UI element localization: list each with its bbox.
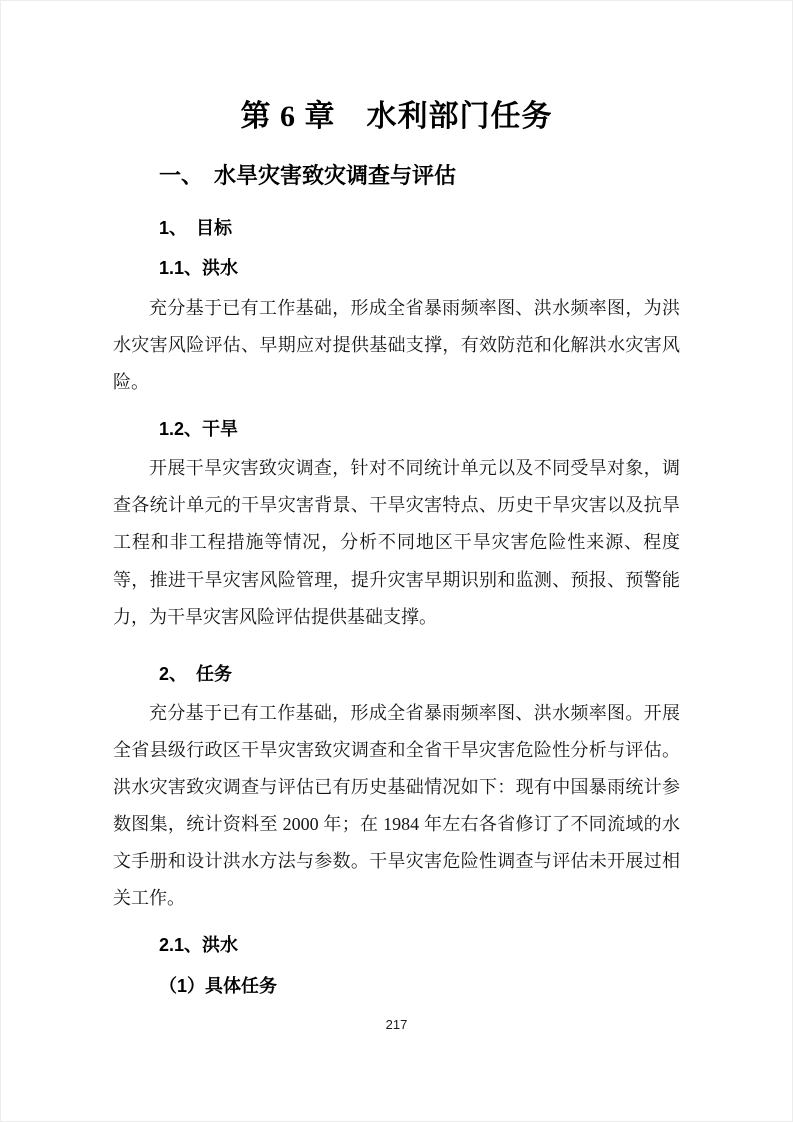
chapter-title: 第 6 章 水利部门任务 xyxy=(240,100,553,133)
page-number: 217 xyxy=(385,1017,408,1032)
subsection-heading-flood-2-1: 2.1、洪水 xyxy=(159,935,239,956)
subsection-heading-goal: 1、 目标 xyxy=(159,218,233,239)
paragraph-flood-goal: 充分基于已有工作基础，形成全省暴雨频率图、洪水频率图，为洪水灾害风险评估、早期应对提供基础支撑，有效防范和化解洪水灾害风险。 xyxy=(113,297,680,392)
document-content xyxy=(1,97,792,998)
paragraph-drought-goal: 开展干旱灾害致灾调查，针对不同统计单元以及不同受旱对象，调查各统计单元的干旱灾害背景、干旱灾害特点、历史干旱灾害以及抗旱工程和非工程措施等情况，分析不同地区干旱灾害危险性来源、程度等，推进干旱灾害风险管理，提升灾害早期识别和监测、预报、预警能力，为干旱灾害风险评估提供基础支撑。 xyxy=(113,458,680,627)
subsection-heading-specific-task: （1）具体任务 xyxy=(159,975,278,996)
subsection-heading-task: 2、 任务 xyxy=(159,663,233,684)
subsection-heading-drought-1-2: 1.2、干旱 xyxy=(159,419,239,440)
paragraph-task-overview: 充分基于已有工作基础，形成全省暴雨频率图、洪水频率图。开展全省县级行政区干旱灾害致灾调查和全省干旱灾害危险性分析与评估。洪水灾害致灾调查与评估已有历史基础情况如下：现有中国暴雨统计参数图集，统计资料至 2000 年；在 1984 年左右各省修订了不同流域的水文手册和设计洪水方法与参数。干旱灾害危险性调查与评估未开展过相关工作。 xyxy=(113,703,680,909)
section-heading-flood-drought-survey: 一、 水旱灾害致灾调查与评估 xyxy=(159,162,457,188)
subsection-heading-flood-1-1: 1.1、洪水 xyxy=(159,258,239,279)
